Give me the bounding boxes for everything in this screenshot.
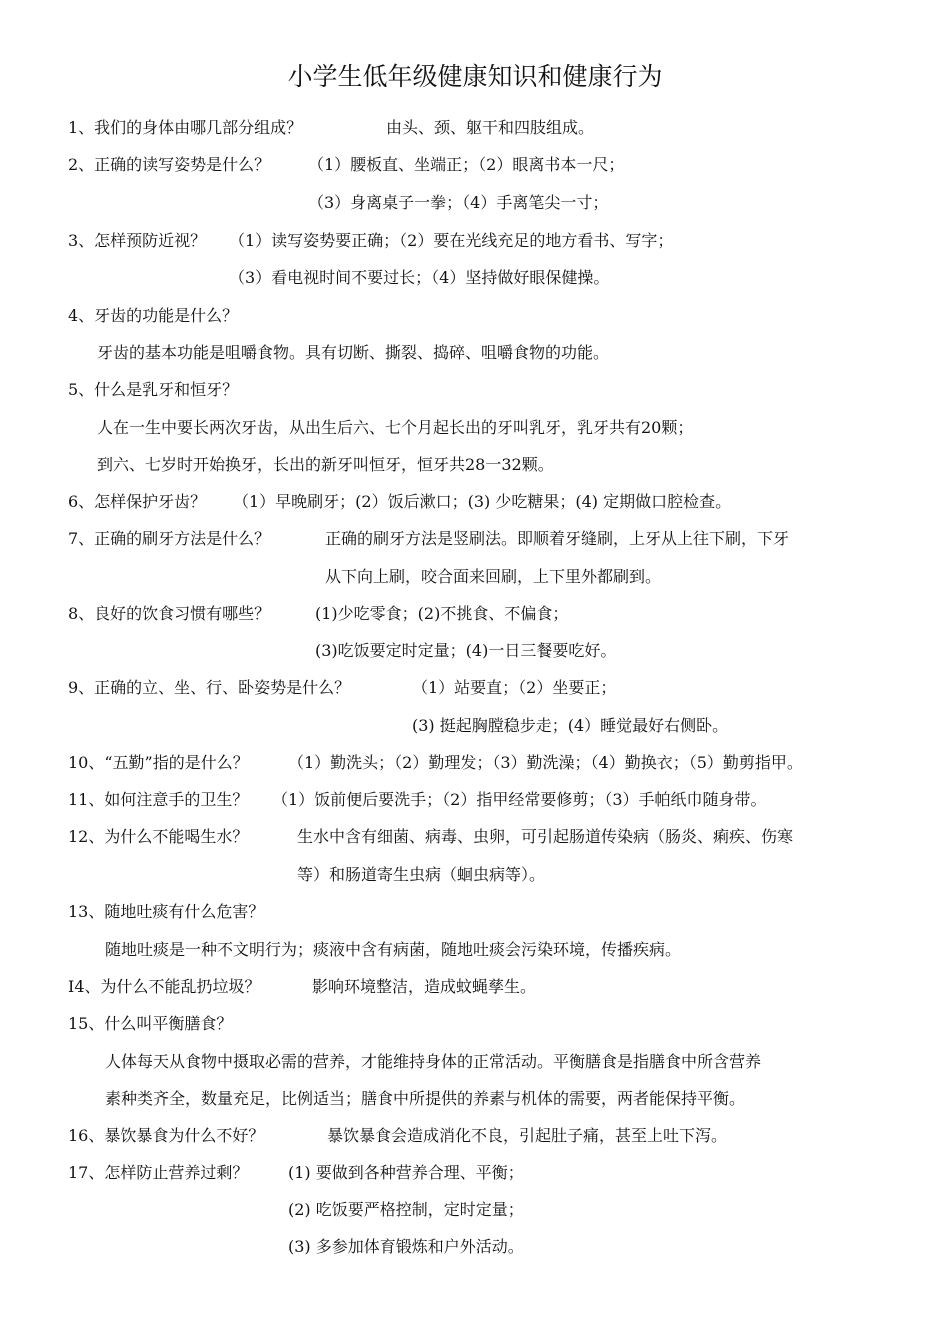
- question-9: 9、正确的立、坐、行、卧姿势是什么？: [68, 678, 351, 697]
- answer-15-line-1: 人体每天从食物中摄取必需的营养，才能维持身体的正常活动。平衡膳食是指膳食中所含营养: [105, 1052, 762, 1071]
- question-5: 5、什么是乳牙和恒牙？: [68, 380, 239, 399]
- answer-4-line-1: 牙齿的基本功能是咀嚼食物。具有切断、撕裂、捣碎、咀嚼食物的功能。: [97, 343, 610, 362]
- answer-8-line-1: (1)少吃零食；(2)不挑食、不偏食；: [315, 604, 569, 623]
- answer-3-line-1: （1）读写姿势要正确；（2）要在光线充足的地方看书、写字；: [229, 231, 674, 250]
- answer-17-line-3: (3) 多参加体育锻炼和户外活动。: [288, 1237, 524, 1256]
- answer-16-line-1: 暴饮暴食会造成消化不良，引起肚子痛，甚至上吐下泻。: [327, 1126, 728, 1145]
- page-title: 小学生低年级健康知识和健康行为: [287, 62, 663, 91]
- answer-15-line-2: 素种类齐全，数量充足，比例适当；膳食中所提供的养素与机体的需要，两者能保持平衡。: [105, 1089, 746, 1108]
- answer-5-line-2: 到六、七岁时开始换牙，长出的新牙叫恒牙，恒牙共28一32颗。: [97, 455, 554, 474]
- answer-14-line-1: 影响环境整洁，造成蚊蝇孳生。: [312, 977, 537, 996]
- answer-13-line-1: 随地吐痰是一种不文明行为；痰液中含有病菌，随地吐痰会污染环境，传播疾病。: [105, 940, 682, 959]
- answer-5-line-1: 人在一生中要长两次牙齿，从出生后六、七个月起长出的牙叫乳牙，乳牙共有20颗；: [97, 418, 694, 437]
- answer-9-line-2: (3) 挺起胸膛稳步走；(4）睡觉最好右侧卧。: [412, 716, 729, 735]
- answer-7-line-1: 正确的刷牙方法是竖刷法。即顺着牙缝刷，上牙从上往下刷，下牙: [325, 529, 790, 548]
- answer-12-line-1: 生水中含有细菌、病毒、虫卵，可引起肠道传染病（肠炎、痢疾、伤寒: [297, 827, 794, 846]
- answer-9-line-1: （1）站要直；（2）坐要正；: [412, 678, 617, 697]
- answer-11-line-1: （1）饭前便后要洗手；（2）指甲经常要修剪；（3）手帕纸巾随身带。: [272, 790, 767, 809]
- answer-3-line-2: （3）看电视时间不要过长；（4）坚持做好眼保健操。: [229, 268, 610, 287]
- question-13: 13、随地吐痰有什么危害？: [68, 902, 265, 921]
- answer-6-line-1: （1）早晚刷牙；(2）饭后漱口；(3) 少吃糖果；(4) 定期做口腔检查。: [233, 492, 732, 511]
- answer-2-line-2: （3）身离桌子一拳；（4）手离笔尖一寸；: [308, 193, 609, 212]
- question-11: 11、如何注意手的卫生？: [68, 790, 249, 809]
- answer-7-line-2: 从下向上刷，咬合面来回刷，上下里外都刷到。: [325, 567, 662, 586]
- answer-10-line-1: （1）勤洗头；（2）勤理发；（3）勤洗澡；（4）勤换衣；（5）勤剪指甲。: [288, 753, 803, 772]
- question-3: 3、怎样预防近视？: [68, 231, 207, 250]
- answer-17-line-2: (2) 吃饭要严格控制，定时定量；: [288, 1200, 524, 1219]
- question-16: 16、暴饮暴食为什么不好？: [68, 1126, 265, 1145]
- answer-2-line-1: （1）腰板直、坐端正；（2）眼离书本一尺；: [308, 155, 625, 174]
- question-12: 12、为什么不能喝生水？: [68, 827, 249, 846]
- question-1: 1、我们的身体由哪几部分组成？: [68, 118, 303, 137]
- answer-17-line-1: (1) 要做到各种营养合理、平衡；: [288, 1163, 524, 1182]
- question-10: 10、“五勤”指的是什么？: [68, 753, 249, 772]
- question-14: I4、为什么不能乱扔垃圾？: [68, 977, 261, 996]
- question-15: 15、什么叫平衡膳食？: [68, 1014, 233, 1033]
- answer-12-line-2: 等）和肠道寄生虫病（蛔虫病等）。: [297, 865, 546, 884]
- answer-8-line-2: (3)吃饭要定时定量；(4)一日三餐要吃好。: [315, 641, 617, 660]
- question-2: 2、正确的读写姿势是什么？: [68, 155, 271, 174]
- question-8: 8、良好的饮食习惯有哪些？: [68, 604, 271, 623]
- question-6: 6、怎样保护牙齿？: [68, 492, 207, 511]
- question-7: 7、正确的刷牙方法是什么？: [68, 529, 271, 548]
- question-4: 4、牙齿的功能是什么？: [68, 306, 239, 325]
- question-17: 17、怎样防止营养过剩？: [68, 1163, 249, 1182]
- answer-1-line-1: 由头、颈、躯干和四肢组成。: [386, 118, 595, 137]
